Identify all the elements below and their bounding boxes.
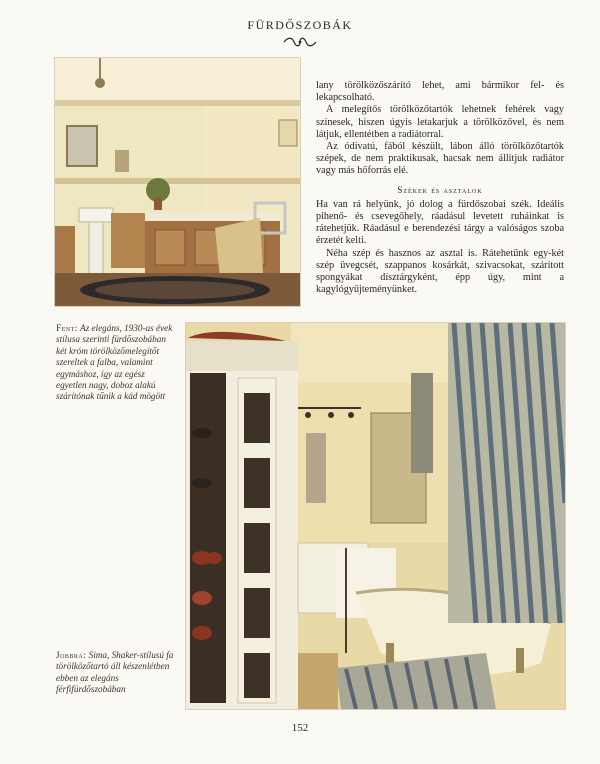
- paragraph: Ha van rá helyünk, jó dolog a fürdőszobai szék. Ideális pihenő- és csevegőhely, ráadásul levetett ruháinkat is rátehetjük. Ráadásul e berendezési tárgy a valóságos szoba érzetét kelti.: [316, 198, 564, 247]
- caption-lead: Fent:: [56, 323, 78, 333]
- section-heading: Székek és asztalok: [397, 184, 483, 195]
- photo-mens-bathroom: [186, 323, 565, 709]
- paragraph: lany törölközőszárító lehet, ami bármikor fel- és lekapcsolható.: [316, 80, 564, 104]
- running-head: FÜRDŐSZOBÁK: [247, 18, 353, 32]
- caption-bottom: [56, 650, 174, 696]
- caption-text: Az elegáns, 1930-as évek stílusa szerinti fürdőszobában két króm törölközőmelegítőt szereltek a falba, valamint egymáshoz, így az egész egyetlen nagy, doboz alakú szárítónak tűnik a kád mögött: [56, 323, 173, 402]
- caption-lead: Jobbra:: [56, 650, 87, 660]
- paragraph: Az ódivatú, fából készült, lábon álló törölközőtartók szépek, de nem praktikusak, hacsak nem állítjuk radiátor vagy más hőforrás elé.: [316, 141, 564, 177]
- body-text: [316, 80, 564, 296]
- scroll-ornament-icon: [282, 36, 318, 48]
- paragraph: A melegítős törölközőtartók lehetnek fehérek vagy színesek, hiszen úgyis letakarjuk a törölközővel, és nem látjuk, ellentétben a radiátorral.: [316, 104, 564, 140]
- caption-text: Sima, Shaker-stílusú fa törölközőtartó áll készenlétben ebben az elegáns férfifürdőszobában: [56, 650, 174, 695]
- page-number: 152: [291, 722, 309, 734]
- photo-bathroom-1930s: [55, 58, 300, 306]
- paragraph: Néha szép és hasznos az asztal is. Rátehetünk egy-két szép üvegcsét, szappanos kosárkát, szivacsokat, szárított spongyákat dísztárgyként, épp úgy, mint a kagylógyűjteményünket.: [316, 247, 564, 296]
- caption-top: [56, 323, 174, 403]
